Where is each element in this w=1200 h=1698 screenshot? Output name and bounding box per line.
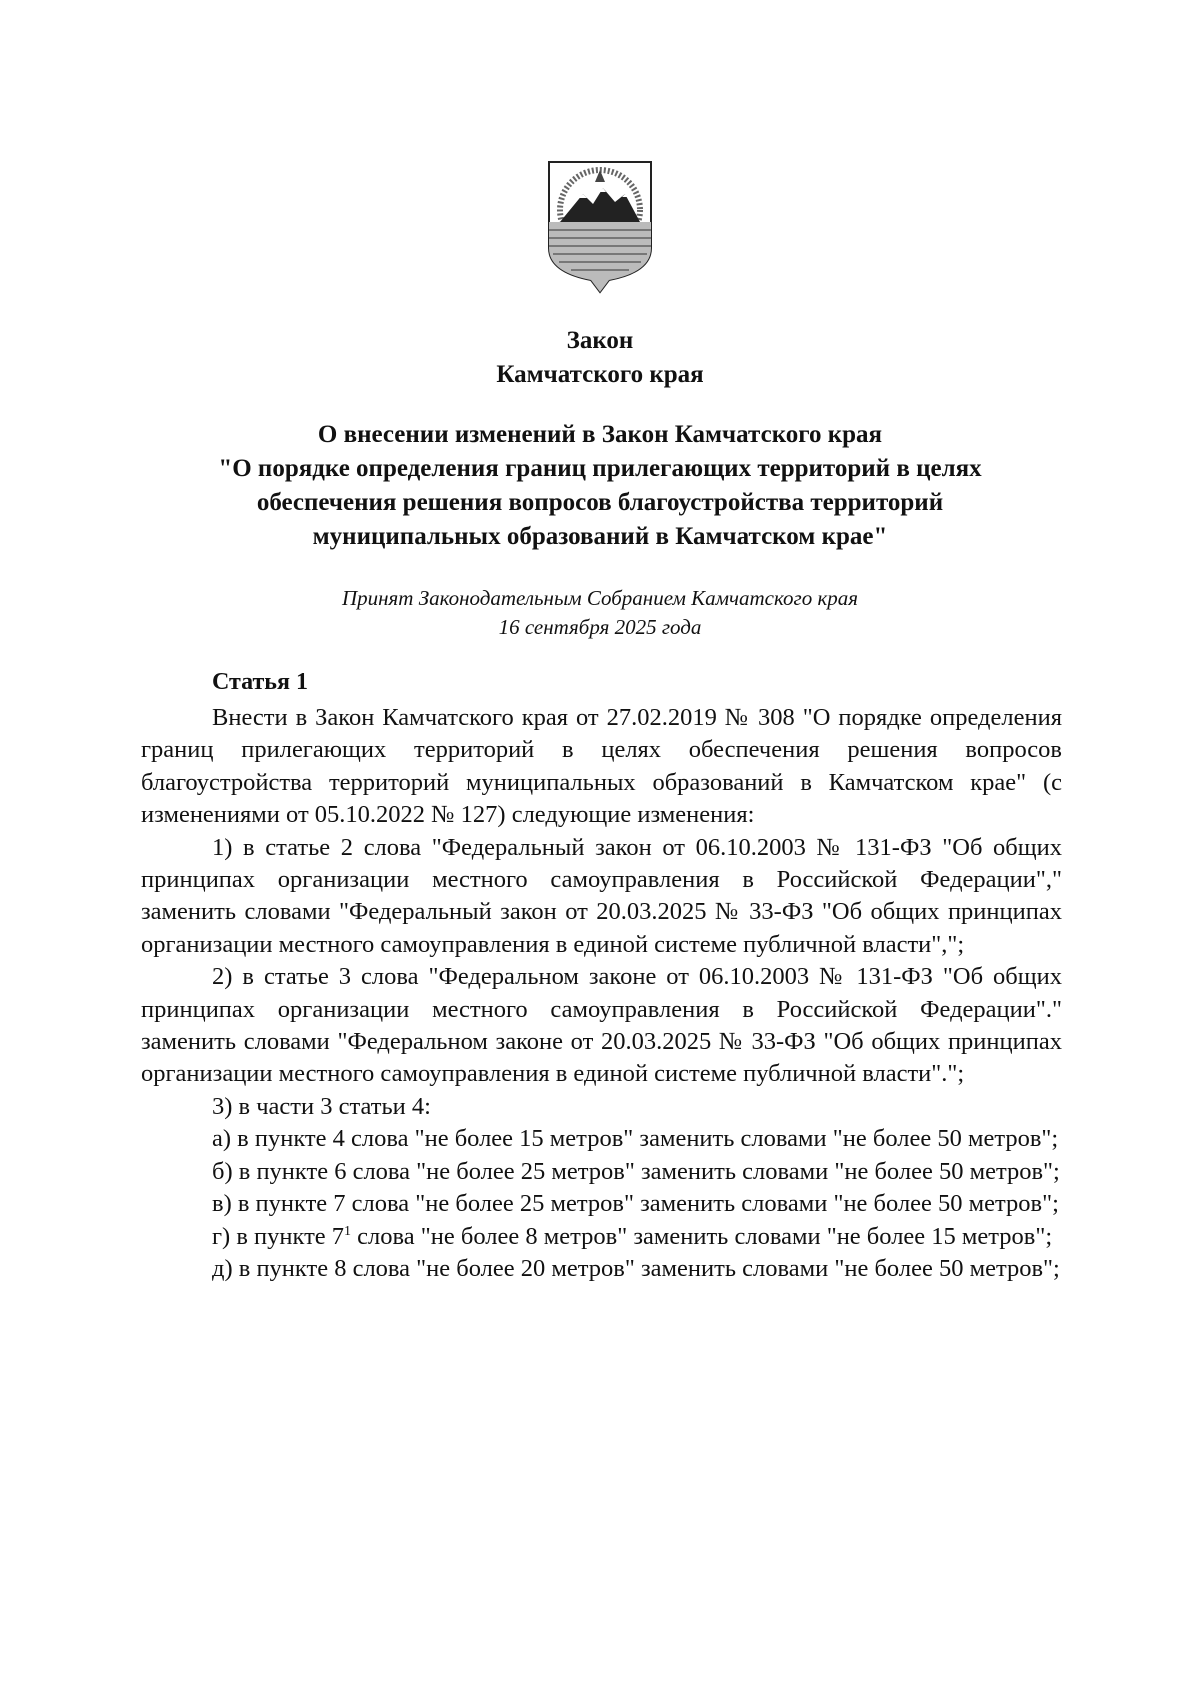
title-line-3: обеспечения решения вопросов благоустройства территорий	[256, 489, 944, 516]
region-label: Камчатского края	[496, 361, 704, 388]
subitem-g-start: г) в пункте 7	[212, 1222, 345, 1250]
amendment-item-3: 3) в части 3 статьи 4:	[212, 1092, 431, 1120]
article-body	[141, 702, 1062, 1285]
amendment-item-2: 2) в статье 3 слова "Федеральном законе от 06.10.2003 № 131-ФЗ "Об общих принципах организации местного самоуправления в Российской Федерации"." заменить словами "Федеральном законе от 20.03.2025 № 33-ФЗ "Об общих принципах организации местного самоуправления в единой системе публичной власти".";	[141, 963, 1062, 1088]
title-line-1: О внесении изменений в Закон Камчатского края	[317, 421, 883, 448]
article-intro: Внести в Закон Камчатского края от 27.02.2019 № 308 "О порядке определения границ прилегающих территорий в целях обеспечения решения вопросов благоустройства территорий муниципальных образований в Камчатском крае" (с изменениями от 05.10.2022 № 127) следующие изменения:	[141, 704, 1062, 829]
adoption-note	[0, 584, 1200, 642]
adoption-date: 16 сентября 2025 года	[498, 615, 702, 639]
subitem-g-superscript: 1	[344, 1223, 352, 1239]
title-line-4: муниципальных образований в Камчатском крае"	[312, 523, 888, 550]
subitem-c: в) в пункте 7 слова "не более 25 метров" заменить словами "не более 50 метров";	[212, 1190, 1059, 1218]
amendment-item-1: 1) в статье 2 слова "Федеральный закон от 06.10.2003 № 131-ФЗ "Об общих принципах организации местного самоуправления в Российской Федерации"," заменить словами "Федеральный закон от 20.03.2025 № 33-ФЗ "Об общих принципах организации местного самоуправления в единой системе публичной власти",";	[141, 833, 1062, 958]
subitem-a: а) в пункте 4 слова "не более 15 метров" заменить словами "не более 50 метров";	[212, 1125, 1059, 1153]
subitem-g-end: слова "не более 8 метров" заменить словами "не более 15 метров";	[351, 1222, 1053, 1250]
adoption-line-1: Принят Законодательным Собранием Камчатского края	[341, 586, 859, 610]
title-line-2: "О порядке определения границ прилегающих территорий в целях	[218, 455, 982, 482]
article-heading: Статья 1	[212, 669, 308, 695]
law-label: Закон	[566, 327, 634, 354]
subitem-d: д) в пункте 8 слова "не более 20 метров" заменить словами "не более 50 метров";	[212, 1254, 1060, 1282]
kamchatka-coat-of-arms-icon	[545, 160, 655, 295]
law-title	[0, 418, 1200, 554]
subitem-b: б) в пункте 6 слова "не более 25 метров" заменить словами "не более 50 метров";	[212, 1157, 1060, 1185]
law-header	[0, 324, 1200, 392]
subitem-g	[141, 1221, 1062, 1253]
